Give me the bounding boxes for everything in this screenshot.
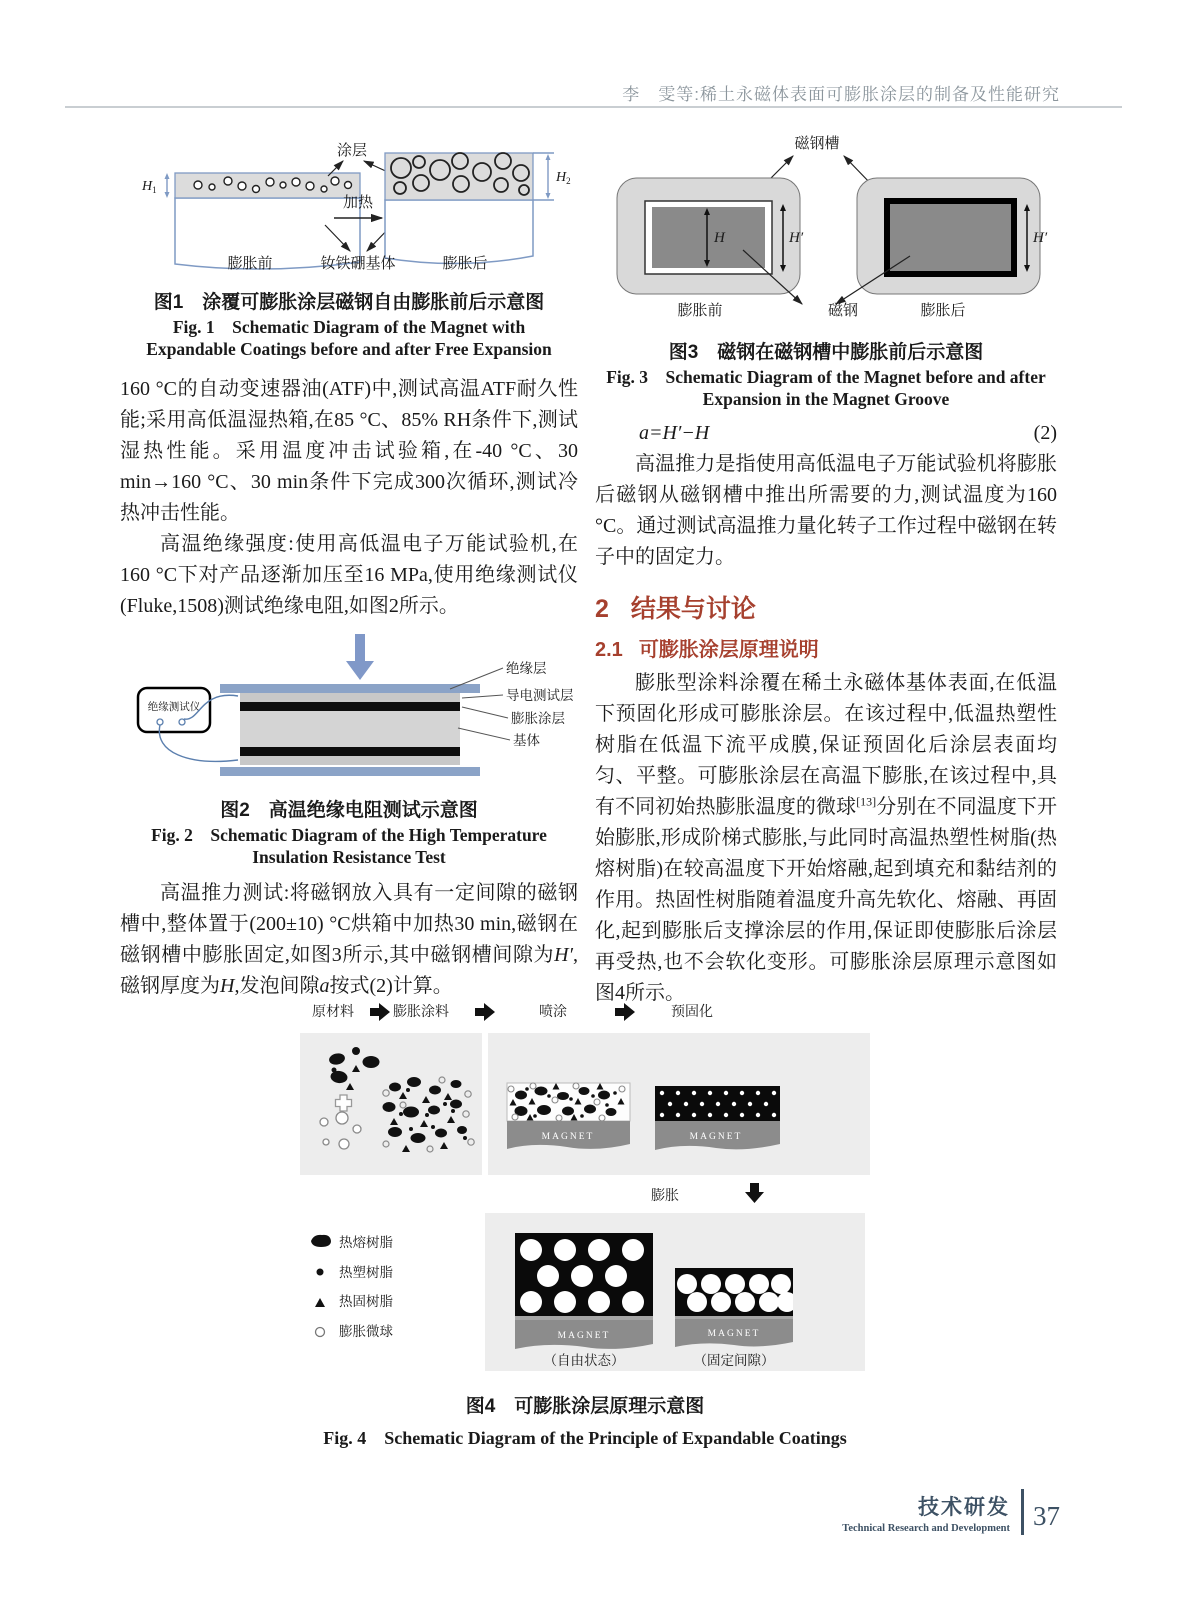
after-label: 膨胀后	[920, 303, 966, 319]
paragraph-atf-test: 160 °C的自动变速器油(ATF)中,测试高温ATF耐久性能;采用高低温湿热箱,在85 °C、85% RH条件下,测试湿热性能。采用温度冲击试验箱,在-40 °C、30 min→160 °C、30 min条件下完成300次循环,测试冷热冲击性能。	[120, 378, 578, 524]
legend-hotmelt-label: 热熔树脂	[339, 1235, 393, 1250]
page-number: 37	[1033, 1500, 1060, 1531]
h-prime-right-label: H′	[1033, 230, 1048, 246]
fig2-caption-en-1: Fig. 2 Schematic Diagram of the High Temperature	[151, 825, 547, 845]
magnet-after	[887, 201, 1014, 274]
conductive-layer-bottom	[240, 756, 460, 765]
citation-13: [13]	[856, 794, 877, 809]
fig1-caption-en-2: Expandable Coatings before and after Free Expansion	[146, 339, 552, 359]
fig2-caption-en-2: Insulation Resistance Test	[252, 847, 446, 867]
coating-label: 涂层	[336, 143, 368, 159]
fig3-caption-en-2: Expansion in the Magnet Groove	[702, 389, 950, 409]
free-state-interface	[515, 1316, 653, 1320]
h2-label: $H_2$	[556, 170, 571, 186]
magnet-label: 磁钢	[827, 303, 859, 319]
figure2-diagram	[120, 632, 578, 784]
fig1-caption-en-1: Fig. 1 Schematic Diagram of the Magnet with	[172, 317, 526, 337]
figure3-diagram	[595, 128, 1057, 326]
fig1-caption-zh: 图1 涂覆可膨胀涂层磁钢自由膨胀前后示意图	[153, 292, 545, 313]
fig2-caption-zh: 图2 高温绝缘电阻测试示意图	[220, 800, 478, 821]
expandable-coating-label: 膨胀涂层	[511, 711, 565, 726]
legend-thermoplastic-icon	[317, 1269, 324, 1276]
heating-label: 加热	[342, 195, 374, 211]
h1-label: $H_1$	[142, 179, 157, 195]
flow-arrow-2-icon	[475, 1003, 495, 1021]
equation-number: (2)	[1033, 422, 1057, 444]
flow-spraying: 喷涂	[539, 1005, 567, 1020]
flow-arrow-3-icon	[615, 1003, 635, 1021]
expandable-coating-top	[240, 702, 460, 711]
legend-thermoplastic-label: 热塑树脂	[339, 1265, 393, 1280]
paragraph-push-force: 高温推力是指使用高低温电子万能试验机将膨胀后磁钢从磁钢槽中推出所需要的力,测试温度为160 °C。通过测试高温推力量化转子工作过程中磁钢在转子中的固定力。	[595, 453, 1057, 568]
expandable-coating-bottom	[240, 747, 460, 756]
footer-column-zh: 技术研发	[918, 1495, 1010, 1519]
ndfeb-substrate-label: 钕铁硼基体	[320, 256, 396, 272]
magnet-text-free: MAGNET	[557, 1331, 611, 1341]
insulation-tester-label: 绝缘测试仪	[147, 702, 201, 713]
leader-coating	[462, 707, 508, 718]
magnet-groove-label: 磁钢槽	[794, 136, 840, 152]
paragraph-push-test: 高温推力测试:将磁钢放入具有一定间隙的磁钢槽中,整体置于(200±10) °C烘箱中加热30 min,磁钢在磁钢槽中膨胀固定,如图3所示,其中磁钢槽间隙为H′,磁钢厚度为H,发泡间隙a按式(2)计算。	[120, 882, 578, 997]
fixed-gap-interface	[675, 1316, 793, 1319]
magnet-base-after	[385, 200, 533, 264]
footer-column-name	[842, 1491, 1010, 1534]
fixed-gap-label: （固定间隙）	[693, 1353, 775, 1368]
figure4-diagram	[275, 983, 895, 1375]
substrate-block	[240, 711, 460, 747]
figure4-legend	[311, 1234, 393, 1339]
magnet-text-fixed: MAGNET	[707, 1329, 761, 1339]
legend-thermoset-icon	[315, 1298, 325, 1307]
flow-arrow-1-icon	[370, 1003, 390, 1021]
insulation-layer-bottom	[220, 767, 480, 776]
magnet-text-spray: MAGNET	[541, 1132, 595, 1142]
tester-terminal-left	[157, 719, 163, 725]
tester-terminal-right	[179, 719, 185, 725]
flow-expandable-paint: 膨胀涂料	[393, 1005, 449, 1020]
expansion-label: 膨胀	[651, 1189, 679, 1204]
fig3-caption-zh: 图3 磁钢在磁钢槽中膨胀前后示意图	[668, 342, 984, 363]
left-column	[120, 128, 578, 1002]
header-rule	[65, 106, 1122, 108]
h2-dimension-arrow	[533, 153, 554, 200]
fixed-gap-bubbles	[677, 1274, 797, 1312]
flow-raw-material: 原材料	[312, 1005, 354, 1020]
right-column	[595, 128, 1057, 1009]
fig4-caption-zh: 图4 可膨胀涂层原理示意图	[465, 1396, 705, 1417]
after-expansion-label: 膨胀后	[442, 256, 488, 272]
fig4-caption-en: Fig. 4 Schematic Diagram of the Principle of Expandable Coatings	[323, 1428, 847, 1448]
before-label: 膨胀前	[677, 303, 723, 319]
h-label: H	[714, 230, 725, 246]
leader-substrate	[458, 728, 510, 740]
figure4-block	[105, 983, 1065, 1450]
conductive-layer-top	[240, 693, 460, 702]
page-footer	[842, 1489, 1060, 1535]
conductive-layer-label: 导电测试层	[506, 688, 574, 703]
equation-2	[595, 422, 1057, 445]
h-prime-left-label: H′	[789, 230, 804, 246]
legend-hotmelt-icon	[311, 1235, 331, 1247]
fig3-caption-en-1: Fig. 3 Schematic Diagram of the Magnet before and after	[606, 367, 1046, 387]
paragraph-insulation-strength: 高温绝缘强度:使用高低温电子万能试验机,在160 °C下对产品逐渐加压至16 MPa,使用绝缘测试仪(Fluke,1508)测试绝缘电阻,如图2所示。	[120, 533, 578, 617]
legend-thermoset-label: 热固树脂	[339, 1294, 393, 1309]
insulation-layer-top	[220, 684, 480, 693]
expansion-down-arrow-icon	[745, 1183, 764, 1203]
figure1-diagram	[120, 128, 578, 276]
legend-microsphere-icon	[316, 1328, 325, 1337]
section-2-heading: 2 结果与讨论	[595, 595, 756, 623]
footer-divider	[1021, 1489, 1024, 1535]
leader-conductive	[462, 695, 503, 698]
section-2-1-heading: 2.1 可膨胀涂层原理说明	[595, 639, 819, 661]
equation-formula: a=H′−H	[639, 422, 710, 444]
insulation-layer-label: 绝缘层	[506, 661, 547, 676]
footer-column-en: Technical Research and Development	[842, 1522, 1010, 1534]
substrate-label: 基体	[513, 733, 540, 748]
running-header: 李 雯等:稀土永磁体表面可膨胀涂层的制备及性能研究	[622, 85, 1060, 104]
free-state-label: （自由状态）	[543, 1353, 625, 1368]
magnet-text-precure: MAGNET	[689, 1132, 743, 1142]
legend-microsphere-label: 膨胀微球	[339, 1324, 393, 1339]
press-arrow-icon	[346, 634, 374, 680]
magnet-before	[652, 207, 765, 268]
flow-precuring: 预固化	[671, 1005, 713, 1020]
before-expansion-label: 膨胀前	[227, 256, 273, 272]
paragraph-coating-principle: 膨胀型涂料涂覆在稀土永磁体基体表面,在低温下预固化形成可膨胀涂层。在该过程中,低温热塑性树脂在低温下流平成膜,保证预固化后涂层表面均匀、平整。可膨胀涂层在高温下膨胀,在该过程中,具有不同初始热膨胀温度的微球[13]分别在不同温度下开始膨胀,形成阶梯式膨胀,与此同时高温热塑性树脂(热熔树脂)在较高温度下开始熔融,起到填充和黏结剂的作用。热固性树脂随着温度升高先软化、熔融、再固化,起到膨胀后支撑涂层的作用,保证即使膨胀后涂层再受热,也不会软化变形。可膨胀涂层原理示意图如图4所示。	[595, 672, 1058, 1004]
